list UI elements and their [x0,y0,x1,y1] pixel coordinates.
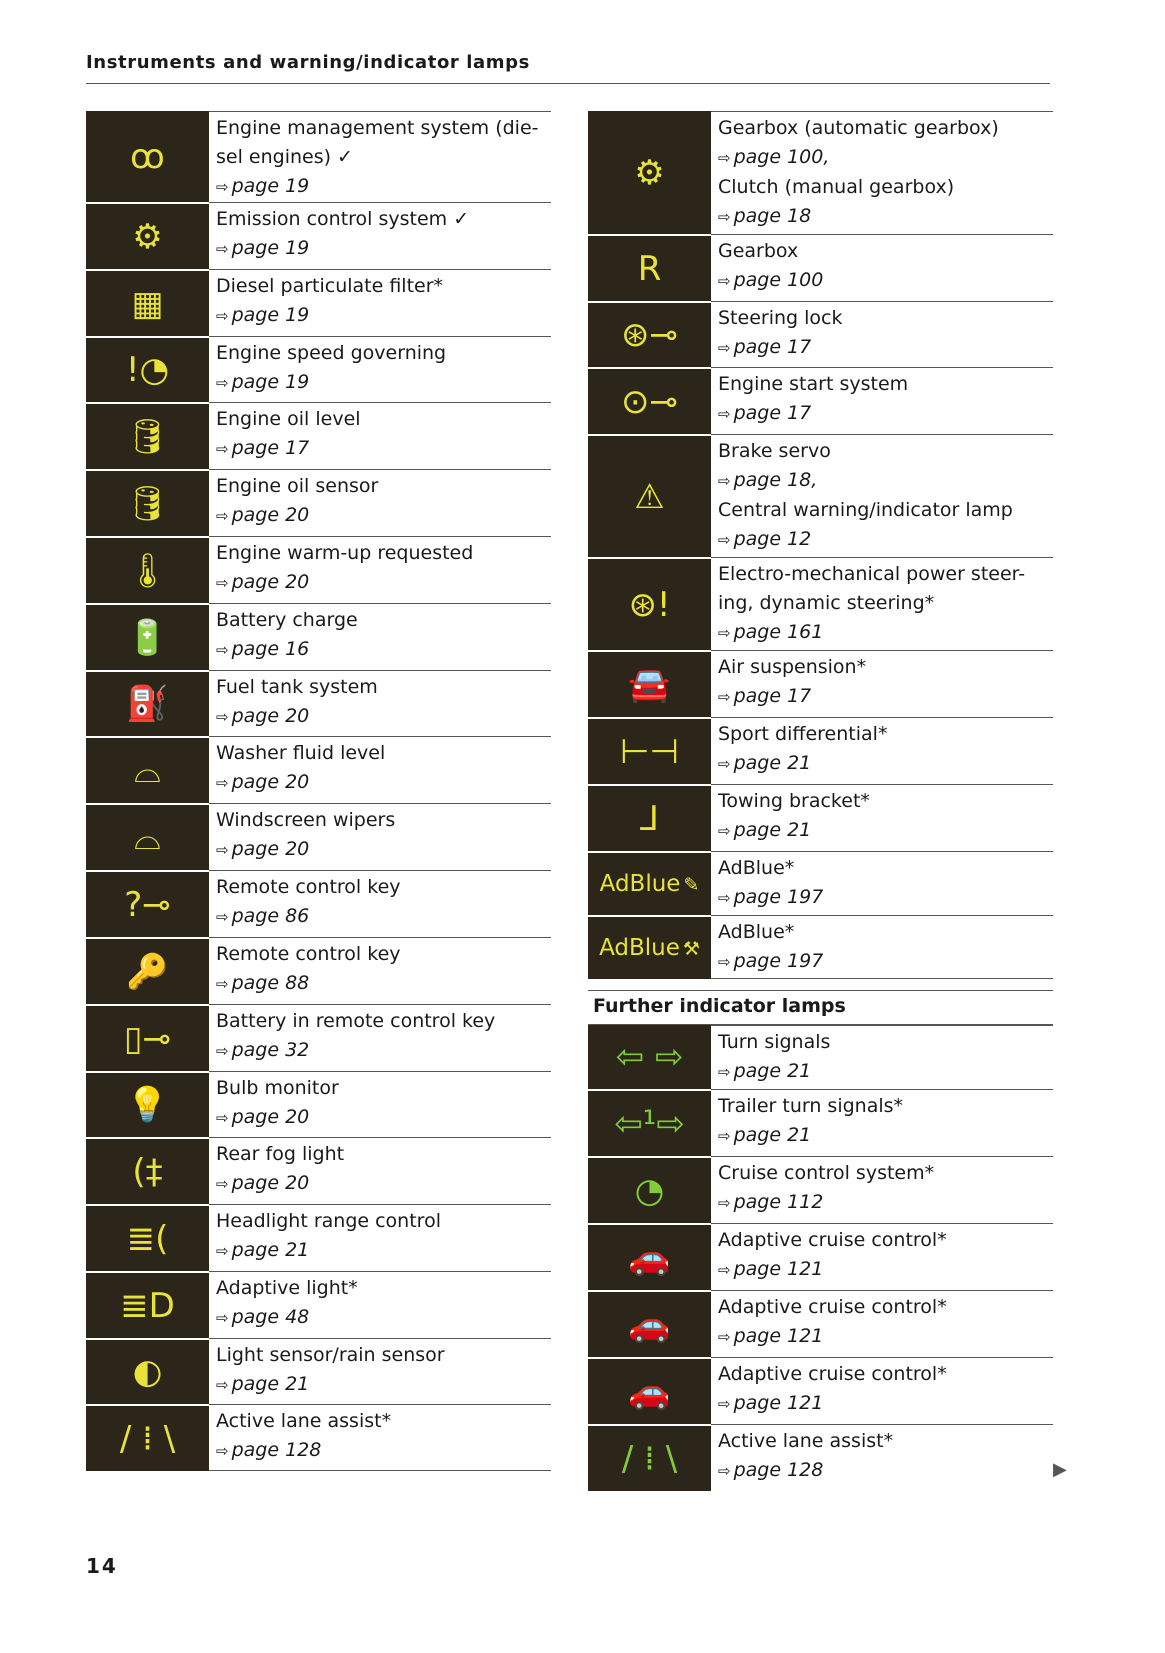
ref-arrow-icon: ⇨ [216,1175,229,1193]
page-reference[interactable]: ⇨ page 21 [718,819,812,841]
bulb-monitor-icon: 💡 [126,1085,169,1125]
lamp-row [588,301,1053,367]
lamp-icon-cell [588,1223,711,1290]
adaptive-cruise-distance-icon: 🚗 [628,1304,671,1345]
lamp-label: sel engines) ✓ [216,146,353,168]
engine-start-key-icon: ⊙⊸ [621,381,678,422]
lamp-row [588,111,1053,234]
page-reference[interactable]: ⇨ page 17 [718,685,812,707]
lamp-row [86,1204,551,1271]
power-steering-icon: ⊛! [628,584,671,625]
sport-differential-icon: ⊢⊣ [619,731,680,772]
lamp-label: Diesel particulate filter* [216,275,444,297]
ref-arrow-icon: ⇨ [216,1442,229,1460]
tool-icon: ⚒ [682,938,700,960]
lamp-icon-cell [86,1137,209,1204]
ref-arrow-icon: ⇨ [216,841,229,859]
lamp-icon-cell [86,469,209,536]
ref-arrow-icon: ⇨ [216,1309,229,1327]
particulate-filter-icon: ▦ [131,283,164,324]
further-lamp-table [588,1025,1053,1491]
ref-arrow-icon: ⇨ [718,1127,731,1145]
steering-lock-icon: ⊛⊸ [621,315,678,355]
lamp-label: Windscreen wipers [216,809,396,831]
lamp-label: AdBlue* [718,857,795,879]
page-reference[interactable]: ⇨ page 18, [718,469,818,491]
lamp-label: Cruise control system* [718,1162,935,1184]
lamp-description [209,1137,551,1204]
lamp-description [711,1424,1053,1491]
lamp-label: Engine management system (die- [216,117,539,139]
page-reference[interactable]: ⇨ page 20 [216,838,310,860]
lamp-description [711,111,1053,234]
lamp-icon-cell [86,803,209,870]
tool-icon: ✎ [683,874,700,896]
lamp-label: ing, dynamic steering* [718,592,935,614]
ref-arrow-icon: ⇨ [718,889,731,907]
lamp-description [711,434,1053,557]
lamp-label: Adaptive cruise control* [718,1296,947,1318]
lamp-label: Rear fog light [216,1143,345,1165]
page-reference[interactable]: ⇨ page 161 [718,621,824,643]
adaptive-cruise-car-icon: 🚗 [628,1237,671,1278]
ref-arrow-icon: ⇨ [718,1194,731,1212]
page-reference[interactable]: ⇨ page 121 [718,1258,824,1280]
ref-arrow-icon: ⇨ [216,507,229,525]
page-reference[interactable]: ⇨ page 19 [216,304,310,326]
lamp-label: Central warning/indicator lamp [718,499,1013,521]
lamp-label: Emission control system ✓ [216,208,470,230]
ref-arrow-icon: ⇨ [718,1462,731,1480]
ref-arrow-icon: ⇨ [718,208,731,226]
ref-arrow-icon: ⇨ [216,374,229,392]
lamp-row [86,1004,551,1071]
lamp-row [588,1223,1053,1290]
page-reference[interactable]: ⇨ page 88 [216,972,310,994]
lamp-label: Washer fluid level [216,742,386,764]
remote-key-signal-icon: 🔑 [126,951,169,992]
section-title: Instruments and warning/indicator lamps [86,52,530,73]
lamp-icon-cell [86,870,209,937]
adblue-label: AdBlue [599,935,680,961]
lamp-label: Turn signals [718,1031,831,1053]
lamp-label: Battery in remote control key [216,1010,496,1032]
ref-arrow-icon: ⇨ [216,975,229,993]
lamp-description [711,557,1053,650]
lamp-row [86,1404,551,1471]
lamp-row [588,1424,1053,1491]
lamp-icon-cell [86,1204,209,1271]
adaptive-cruise-follow-icon: 🚗 [628,1371,671,1412]
trailer-turn-signals-icon: ⇦¹⇨ [614,1103,685,1144]
lamp-description [209,1204,551,1271]
lamp-description [209,1404,551,1471]
lamp-row [86,803,551,870]
ref-arrow-icon: ⇨ [718,1063,731,1081]
lane-assist-icon: / ⁞ \ [119,1418,176,1459]
page-reference[interactable]: ⇨ page 128 [216,1439,322,1461]
lamp-label: Light sensor/rain sensor [216,1344,445,1366]
page-reference[interactable]: ⇨ page 128 [718,1459,824,1481]
windscreen-wiper-icon: ⌓ [134,817,161,858]
page-reference[interactable]: ⇨ page 19 [216,175,310,197]
ref-arrow-icon: ⇨ [216,307,229,325]
engine-oil-level-icon: 🛢 [125,416,170,457]
lamp-icon-cell [86,269,209,336]
lamp-icon-cell [86,336,209,402]
lamp-icon-cell [86,1271,209,1338]
page-reference[interactable]: ⇨ page 48 [216,1306,310,1328]
right-lamp-table [588,111,1053,979]
ref-arrow-icon: ⇨ [216,908,229,926]
lamp-icon-cell [86,402,209,469]
lane-assist-green-icon: / ⁞ \ [621,1438,678,1479]
ref-arrow-icon: ⇨ [216,178,229,196]
lamp-icon-cell [86,670,209,736]
lamp-icon-cell [588,1357,711,1424]
lamp-row [588,851,1053,915]
page-reference[interactable]: ⇨ page 112 [718,1191,824,1213]
lamp-icon-cell [588,234,711,301]
page-reference[interactable]: ⇨ page 20 [216,1106,310,1128]
lamp-description [711,1089,1053,1156]
page-reference[interactable]: ⇨ page 121 [718,1325,824,1347]
lamp-icon-cell [86,202,209,269]
ref-arrow-icon: ⇨ [718,1328,731,1346]
lamp-description [711,1290,1053,1357]
ref-arrow-icon: ⇨ [216,1042,229,1060]
lamp-label: Engine speed governing [216,342,447,364]
page-reference[interactable]: ⇨ page 16 [216,638,310,660]
adaptive-light-icon: ≣D [120,1285,175,1326]
lamp-row [86,111,551,202]
rear-fog-light-icon: (‡ [132,1151,163,1192]
preheat-coil-icon: ꝏ [130,136,165,177]
ref-arrow-icon: ⇨ [718,405,731,423]
lamp-label: Gearbox [718,240,799,262]
ref-arrow-icon: ⇨ [216,440,229,458]
page-reference[interactable]: ⇨ page 197 [718,950,824,972]
page-reference[interactable]: ⇨ page 100, [718,146,830,168]
ref-arrow-icon: ⇨ [718,1395,731,1413]
lamp-description [209,111,551,202]
lamp-description [711,1223,1053,1290]
adblue-refill-icon [600,871,700,897]
page-reference[interactable]: ⇨ page 17 [718,336,812,358]
lamp-icon-cell [588,784,711,851]
engine-speed-governing-icon: !◔ [125,350,170,390]
lamp-row [588,717,1053,784]
lamp-icon-cell [588,301,711,367]
lamp-icon-cell [588,111,711,234]
cruise-control-icon: ◔ [634,1170,665,1211]
lamp-row [86,1338,551,1404]
lamp-label: Fuel tank system [216,676,378,698]
ref-arrow-icon: ⇨ [718,531,731,549]
lamp-row [588,1025,1053,1089]
fuel-pump-icon: ⛽ [126,684,169,724]
lamp-icon-cell [86,536,209,603]
warning-triangle-icon: ⚠ [634,476,665,517]
coolant-thermometer-icon: 🌡 [125,550,170,591]
lamp-icon-cell [86,1404,209,1471]
section-header [86,52,1050,84]
page-reference[interactable]: ⇨ page 20 [216,705,310,727]
lamp-label: Towing bracket* [718,790,870,812]
lamp-row [588,784,1053,851]
lamp-row [86,336,551,402]
page-reference[interactable]: ⇨ page 12 [718,528,812,550]
ref-arrow-icon: ⇨ [216,641,229,659]
lamp-label: Adaptive light* [216,1277,358,1299]
lamp-row [588,1089,1053,1156]
lamp-row [588,650,1053,717]
ref-arrow-icon: ⇨ [216,1242,229,1260]
lamp-row [86,536,551,603]
battery-icon: 🔋 [126,617,169,658]
lamp-row [86,1071,551,1137]
lamp-description [209,536,551,603]
lamp-row [86,670,551,736]
ref-arrow-icon: ⇨ [216,574,229,592]
lamp-row [86,269,551,336]
lamp-icon-cell [588,650,711,717]
left-lamp-table [86,111,551,1471]
lamp-description [209,670,551,736]
lamp-icon-cell [588,915,711,979]
lamp-row [588,434,1053,557]
ref-arrow-icon: ⇨ [216,708,229,726]
page-reference[interactable]: ⇨ page 21 [216,1373,310,1395]
lamp-row [86,736,551,803]
page-reference[interactable]: ⇨ page 20 [216,571,310,593]
engine-check-icon: ⚙ [132,216,163,257]
page-reference[interactable]: ⇨ page 21 [718,1060,812,1082]
lamp-label: Steering lock [718,307,843,329]
ref-arrow-icon: ⇨ [718,624,731,642]
page-reference[interactable]: ⇨ page 32 [216,1039,310,1061]
lamp-icon-cell [588,434,711,557]
page-reference[interactable]: ⇨ page 121 [718,1392,824,1414]
ref-arrow-icon: ⇨ [718,822,731,840]
lamp-label: Gearbox (automatic gearbox) [718,117,999,139]
remote-key-question-icon: ?⊸ [124,884,171,925]
further-indicator-lamps [588,990,1053,1491]
lamp-icon-cell [588,1290,711,1357]
lamp-row [588,234,1053,301]
page-number: 14 [86,1554,118,1578]
lamp-label: Adaptive cruise control* [718,1363,947,1385]
lamp-description [209,937,551,1004]
lamp-icon-cell [86,1338,209,1404]
washer-fluid-icon: ⌓ [134,750,161,791]
ref-arrow-icon: ⇨ [718,272,731,290]
lamp-description [711,851,1053,915]
page-reference[interactable]: ⇨ page 21 [216,1239,310,1261]
light-rain-sensor-icon: ◐ [132,1352,163,1392]
lamp-label: Active lane assist* [718,1430,894,1452]
lamp-description [209,1004,551,1071]
lamp-label: Sport differential* [718,723,888,745]
lamp-label: Engine warm-up requested [216,542,474,564]
lamp-description [711,650,1053,717]
ref-arrow-icon: ⇨ [718,688,731,706]
headlight-range-icon: ≣( [126,1218,169,1259]
towing-bracket-icon: ⅃ [640,798,659,839]
adblue-label: AdBlue [599,871,681,897]
lamp-icon-cell [86,1071,209,1137]
lamp-label: Electro-mechanical power steer- [718,563,1026,585]
lamp-row [588,1290,1053,1357]
lamp-icon-cell [588,1089,711,1156]
ref-arrow-icon: ⇨ [216,1109,229,1127]
lamp-description [209,736,551,803]
page-reference[interactable]: ⇨ page 86 [216,905,310,927]
lamp-description [711,234,1053,301]
lamp-description [209,1271,551,1338]
engine-oil-sensor-icon: 🛢 [125,483,170,524]
lamp-icon-cell [588,1424,711,1491]
lamp-label: Bulb monitor [216,1077,339,1099]
lamp-label: Clutch (manual gearbox) [718,176,955,198]
lamp-description [209,402,551,469]
lamp-label: Battery charge [216,609,358,631]
lamp-icon-cell [86,111,209,202]
lamp-icon-cell [86,736,209,803]
lamp-icon-cell [86,937,209,1004]
lamp-label: Active lane assist* [216,1410,392,1432]
lamp-label: Trailer turn signals* [718,1095,904,1117]
ref-arrow-icon: ⇨ [216,1376,229,1394]
lamp-row [86,1137,551,1204]
page-reference[interactable]: ⇨ page 100 [718,269,824,291]
lamp-description [711,784,1053,851]
page-reference[interactable]: ⇨ page 21 [718,752,812,774]
ref-arrow-icon: ⇨ [718,339,731,357]
lamp-description [209,1071,551,1137]
lamp-label: Engine start system [718,373,909,395]
lamp-label: Headlight range control [216,1210,441,1232]
lamp-label: Adaptive cruise control* [718,1229,947,1251]
ref-arrow-icon: ⇨ [718,953,731,971]
lamp-row [588,915,1053,979]
page-reference[interactable]: ⇨ page 197 [718,886,824,908]
lamp-icon-cell [588,1156,711,1223]
lamp-label: Brake servo [718,440,831,462]
ref-arrow-icon: ⇨ [718,1261,731,1279]
lamp-row [86,603,551,670]
lamp-description [209,202,551,269]
page-reference[interactable]: ⇨ page 20 [216,1172,310,1194]
air-suspension-icon: 🚘 [628,664,671,705]
ref-arrow-icon: ⇨ [216,240,229,258]
page-reference[interactable]: ⇨ page 20 [216,771,310,793]
lamp-icon-cell [588,557,711,650]
lamp-row [86,469,551,536]
further-title: Further indicator lamps [588,990,1053,1025]
ref-arrow-icon: ⇨ [718,755,731,773]
lamp-row [86,402,551,469]
lamp-description [711,915,1053,979]
lamp-row [86,202,551,269]
continue-arrow-icon: ▶ [1053,1459,1067,1480]
lamp-label: Engine oil sensor [216,475,379,497]
lamp-icon-cell [86,1004,209,1071]
lamp-description [711,367,1053,434]
lamp-description [209,603,551,670]
page-reference[interactable]: ⇨ page 18 [718,205,812,227]
lamp-label: Engine oil level [216,408,361,430]
lamp-description [209,803,551,870]
page-reference[interactable]: ⇨ page 19 [216,237,310,259]
ref-arrow-icon: ⇨ [216,774,229,792]
lamp-icon-cell [86,603,209,670]
ref-arrow-icon: ⇨ [718,149,731,167]
lamp-row [588,1156,1053,1223]
lamp-description [209,469,551,536]
page-reference[interactable]: ⇨ page 17 [216,437,310,459]
lamp-description [209,336,551,402]
lamp-description [711,301,1053,367]
lamp-row [588,1357,1053,1424]
key-battery-icon: ▯⊸ [123,1018,172,1059]
lamp-row [86,870,551,937]
lamp-icon-cell [588,851,711,915]
lamp-description [209,1338,551,1404]
lamp-icon-cell [588,367,711,434]
page-reference[interactable]: ⇨ page 17 [718,402,812,424]
lamp-row [86,937,551,1004]
lamp-description [711,1156,1053,1223]
lamp-icon-cell [588,1025,711,1089]
lamp-label: Remote control key [216,943,401,965]
lamp-description [711,1025,1053,1089]
lamp-label: AdBlue* [718,921,795,943]
adblue-service-icon [599,935,700,961]
page-reference[interactable]: ⇨ page 20 [216,504,310,526]
gearbox-reverse-icon: R [637,248,662,289]
lamp-description [209,870,551,937]
lamp-label: Remote control key [216,876,401,898]
page-reference[interactable]: ⇨ page 21 [718,1124,812,1146]
lamp-description [209,269,551,336]
lamp-description [711,717,1053,784]
lamp-icon-cell [588,717,711,784]
lamp-description [711,1357,1053,1424]
lamp-label: Air suspension* [718,656,867,678]
lamp-row [86,1271,551,1338]
gearbox-warning-icon: ⚙ [634,152,665,193]
page-reference[interactable]: ⇨ page 19 [216,371,310,393]
ref-arrow-icon: ⇨ [718,472,731,490]
lamp-row [588,557,1053,650]
turn-signals-icon: ⇦ ⇨ [615,1037,684,1077]
lamp-row [588,367,1053,434]
